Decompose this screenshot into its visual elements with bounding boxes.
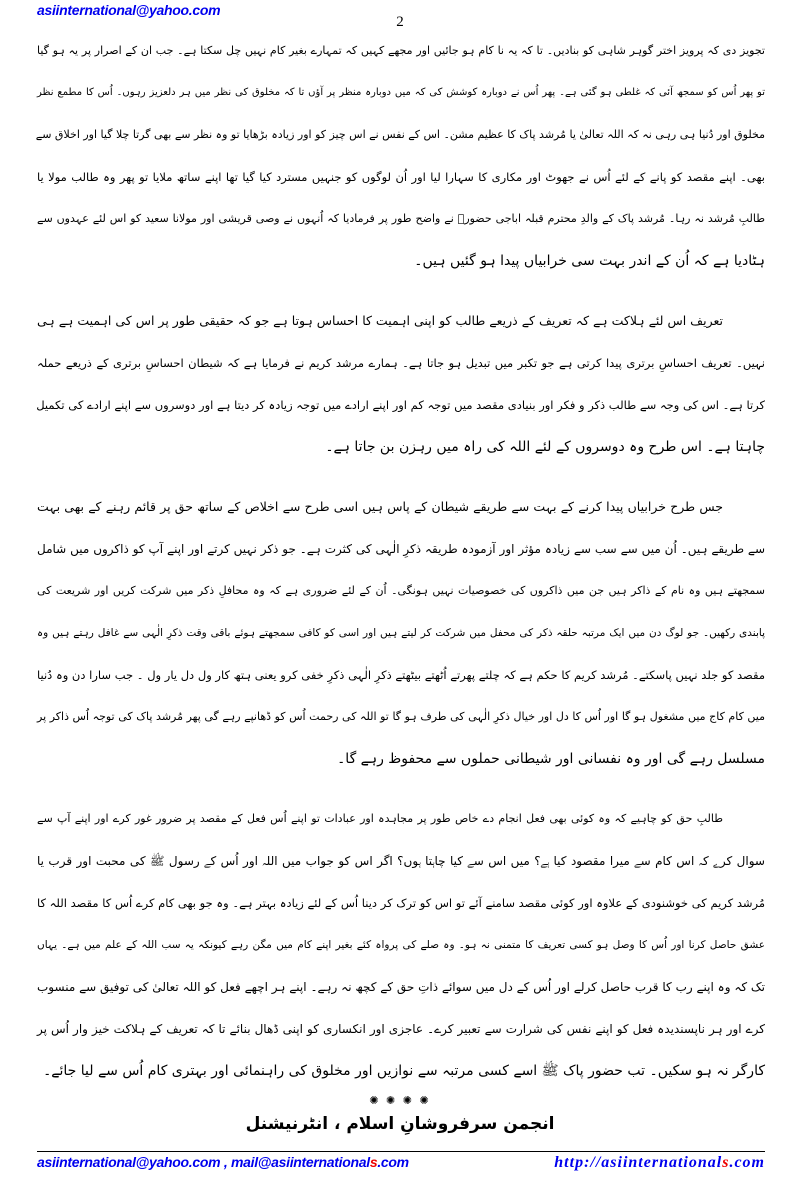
- text-line: عشق حاصل کرنا اور اُس کا وصل ہو کسی تعریف کا متمنی نہ ہو۔ وہ صلے کی پرواہ کئے بغیر اپنے کام میں مگن رہے کیونکہ یہ سب اللہ کے علم میں ہے۔ یہاں: [37, 939, 765, 951]
- text-line: میں کام کاج میں مشغول ہو گا اور اُس کا دل اور خیال ذکرِ الٰہی کی طرف ہو گا تو اللہ کی رحمت اُس کو ڈھانپے رہے گی پھر مُرشد پاک کی توجہ اُس ذاکر پر: [37, 710, 765, 723]
- footer-website-link[interactable]: [554, 1154, 765, 1172]
- header-email-link[interactable]: asiinternational@yahoo.com: [37, 2, 221, 18]
- footer-website-suffix: .com: [729, 1154, 765, 1171]
- text-line: مسلسل رہے گی اور وہ نفسانی اور شیطانی حملوں سے محفوظ رہے گا۔: [337, 751, 765, 767]
- page-number: 2: [396, 14, 404, 30]
- text-line: نہیں۔ تعریف احساسِ برتری پیدا کرتی ہے جو تکبر میں تبدیل ہو جاتا ہے۔ ہمارے مرشد کریم نے فرمایا ہے کہ شیطان احساسِ برتری کے ذریعے حملہ: [37, 356, 765, 370]
- footer-website-text: http://asiinternational: [554, 1154, 723, 1171]
- text-line: مُرشد کریم کی خوشنودی کے علاوہ اور کوئی مقصد سامنے آئے تو اس کو ترک کر دینا اُس کے لئے زیادہ بہتر ہے۔ وہ جو بھی کام کرے اُس کا مقصد اللہ کا: [37, 896, 765, 910]
- text-line: مخلوق اور دُنیا ہی رہی نہ کہ اللہ تعالیٰ یا مُرشد پاک کا عظیم مشن۔ اس کے نفس نے اس چیز کو اور زیادہ بڑھایا تو وہ نظر سے بھی گرتا چلا گیا اور اخلاق سے: [35, 128, 765, 141]
- text-line: تو پھر اُس کو سمجھ آئی کہ غلطی ہو گئی ہے۔ پھر اُس نے دوبارہ کوشش کی کہ میں دوبارہ منظر پر آؤں تا کہ مخلوق کی نظر میں ہر دلعزیز رہوں۔ اُس کا مطمع نظر: [37, 87, 765, 98]
- text-line: سے طریقے ہیں۔ اُن میں سے سب سے زیادہ مؤثر اور آزمودہ طریقہ ذکرِ الٰہی کی کثرت ہے۔ جو ذکر نہیں کرتے اور اپنے آپ کو ذاکروں میں شامل: [37, 542, 765, 556]
- footer-emails-red-letter: s: [369, 1154, 378, 1170]
- star-ornament-divider: ✺ ✺ ✺ ✺: [369, 1094, 431, 1107]
- text-line: سوال کرے کہ اس کام سے میرا مقصود کیا ہے؟ میں اس سے کیا چاہتا ہوں؟ اگر اس کو جواب میں اللہ اور اُس کے رسول ﷺ کی محبت اور قرب یا: [37, 854, 765, 868]
- footer-website-red-letter: s: [722, 1154, 730, 1171]
- footer-emails-link[interactable]: [37, 1154, 409, 1170]
- text-line: تک کہ وہ اپنے رب کا قرب حاصل کرلے اور اُس کے دل میں سوائے ذاتِ حق کے کچھ نہ رہے۔ اپنے ہر اچھے فعل کو اللہ تعالیٰ کی توفیق سے منسوب: [37, 980, 765, 994]
- paragraph: [37, 486, 765, 780]
- text-line: کرے اور ہر ناپسندیدہ فعل کو اپنے نفس کی شرارت سے تعبیر کرے۔ عاجزی اور انکساری کو اپنی ڈھال بنائے تا کہ تعریف کے ہلاکت خیز وار اُس پر: [37, 1022, 765, 1036]
- text-line: مقصد کو جلد نہیں پاسکتے۔ مُرشد کریم کا حکم ہے کہ چلتے پھرتے اُٹھتے بیٹھتے ذکرِ الٰہی ذکرِ خفی کرو یعنی ہتھ کار ول دل یار ول ۔ جب سارا دن وہ دُنیا: [37, 668, 765, 682]
- text-line: تعریف اس لئے ہلاکت ہے کہ تعریف کے ذریعے طالب کو اپنی اہمیت کا احساس ہوتا ہے جو کہ حقیقی طور پر اس کی اہمیت ہے ہی: [37, 313, 723, 328]
- paragraph: [37, 30, 765, 282]
- text-line: کرتا ہے۔ اس کی وجہ سے طالب ذکر و فکر اور بنیادی مقصد میں توجہ کم اور اپنے ارادے میں توجہ زیادہ کر دیتا ہے اور دوسروں سے اپنے ارادے کی تکمیل: [36, 398, 765, 412]
- text-line: بھی۔ اپنے مقصد کو پانے کے لئے اُس نے جھوٹ اور مکاری کا سہارا لیا اور اُن لوگوں کو جنہیں مسترد کیا گیا تھا اپنے ساتھ ملایا تو پھر وہ طالب مولا یا: [37, 170, 765, 184]
- footer-emails-text: asiinternational@yahoo.com , mail@asiinternational: [37, 1154, 370, 1170]
- text-line: تجویز دی کہ پرویز اختر گوہر شاہی کو بنادیں۔ تا کہ یہ نا کام ہو جائیں اور مجھے کہیں کہ تمہارے بغیر کام نہیں چل سکتا ہے۔ جب ان کے اصرار پر یہ ہو گیا: [37, 44, 765, 57]
- paragraph: [37, 300, 765, 468]
- text-line: پابندی رکھیں۔ جو لوگ دن میں ایک مرتبہ حلقہ ذکر کی محفل میں شرکت کر لیتے ہیں اور اسی کو کافی سمجھتے ہوئے باقی وقت ذکرِ الٰہی سے غافل رہتے ہیں وہ: [37, 627, 765, 639]
- text-line: طالبِ مُرشد نہ رہا۔ مُرشد پاک کے والدِ محترم قبلہ اباجی حضورؒ نے واضح طور پر فرمادیا کہ اُنہوں نے وصی قریشی اور مولانا سعید کو اس لئے عہدوں سے: [37, 212, 765, 225]
- footer-emails-suffix: .com: [377, 1154, 409, 1170]
- document-body: [37, 30, 765, 1110]
- paragraph: [37, 798, 765, 1092]
- text-line: طالبِ حق کو چاہیے کہ وہ کوئی بھی فعل انجام دے خاص طور پر مجاہدہ اور عبادات تو اپنے اُس فعل کے مقصد پر ضرور غور کرے اور اپنے آپ سے: [37, 812, 723, 825]
- text-line: جس طرح خرابیاں پیدا کرنے کے بہت سے طریقے شیطان کے پاس ہیں اسی طرح سے اخلاص کے ساتھ حق پر قائم رہنے کے بھی بہت: [37, 499, 723, 514]
- footer-divider: [37, 1151, 765, 1152]
- text-line: کارگر نہ ہو سکیں۔ تب حضور پاک ﷺ اسے کسی مرتبہ سے نوازیں اور مخلوق کی راہنمائی اور بہتری کام اُس سے لیا جائے۔: [43, 1063, 765, 1079]
- text-line: ہٹادیا ہے کہ اُن کے اندر بہت سی خرابیاں پیدا ہو گئیں ہیں۔: [414, 253, 765, 269]
- text-line: سمجھتے ہیں وہ نام کے ذاکر ہیں جن میں ذاکروں کی خصوصیات نہیں ہونگی۔ اُن کے لئے ضروری ہے کہ وہ محافلِ ذکر میں شرکت کریں اور شریعت کی: [37, 584, 765, 597]
- organization-name: انجمن سرفروشانِ اسلام ، انٹرنیشنل: [245, 1114, 555, 1134]
- text-line: چاہتا ہے۔ اس طرح وہ دوسروں کے لئے اللہ کی راہ میں رہزن بن جاتا ہے۔: [325, 439, 765, 455]
